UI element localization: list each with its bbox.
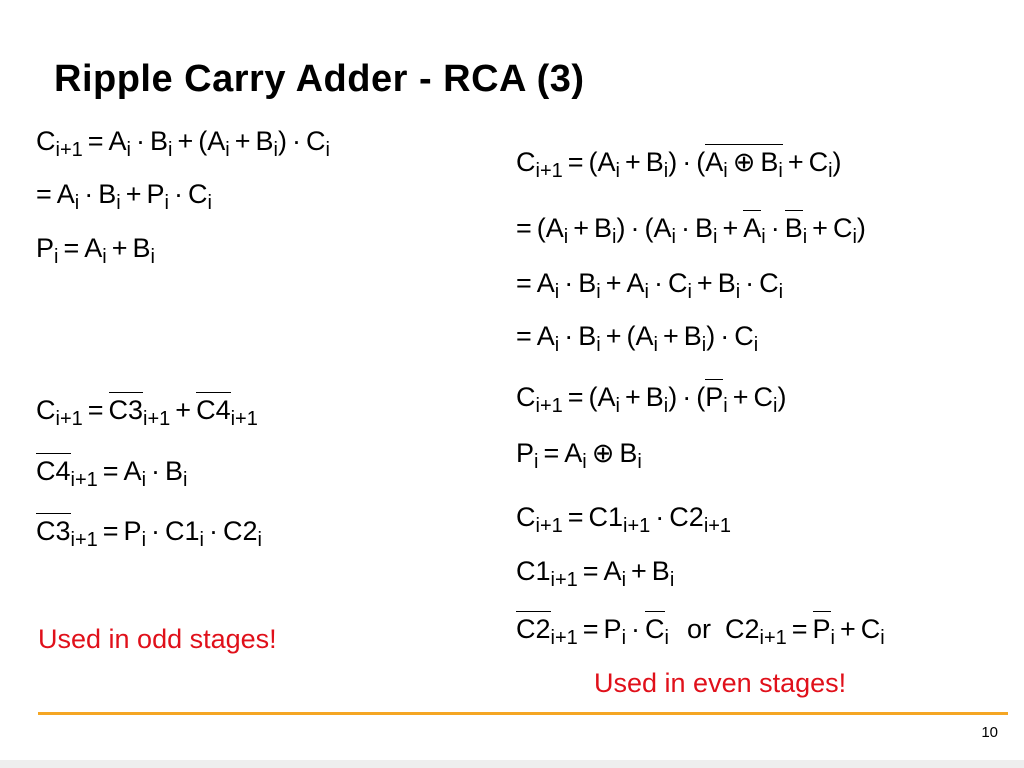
page-number: 10 — [981, 724, 998, 741]
equation-carry-propagate: = $A_i \cdot B_i + P_i \cdot C_i$ — [36, 179, 212, 214]
equation-carry-expanded: = $(A_i + B_i) \cdot (A_i \cdot B_i + A_i \cdot B_i + C_i)$ — [516, 213, 866, 243]
page-title: Ripple Carry Adder - RCA (3) — [54, 58, 585, 100]
footer-band — [0, 760, 1024, 768]
equation-carry-odd: $C_{i+1} = C3_{i+1} + C4_{i+1}$ — [36, 395, 258, 425]
equation-propagate-definition: $P_i = A_i + B_i$ — [36, 233, 155, 268]
equation-carry-even: $C_{i+1} = (A_i + B_i) \cdot (P_i + C_i)$ — [516, 382, 786, 412]
equation-c2-even: $C2_{i+1} = P_i \cdot C_i$ or $C2_{i+1} = P_i + C_i$ — [516, 614, 885, 644]
equation-c4-odd: $C4_{i+1} = A_i \cdot B_i$ — [36, 456, 187, 486]
equation-carry-xor: $C_{i+1} = (A_i + B_i) \cdot (A_i$ ⊕ $B_i + C_i$) — [516, 147, 842, 177]
footer-divider — [38, 712, 1008, 715]
equation-carry-product: $C_{i+1} = C1_{i+1} \cdot C2_{i+1}$ — [516, 502, 732, 537]
equation-carry-majority: = $A_i \cdot B_i + A_i \cdot C_i + B_i \cdot C_i$ — [516, 268, 784, 303]
equation-c3-odd: $C3_{i+1} = P_i \cdot C1_i \cdot C2_i$ — [36, 516, 262, 546]
note-odd-stages: Used in odd stages! — [38, 624, 277, 654]
equation-carry-definition: $C_{i+1} = A_i \cdot B_i + (A_i + B_i) \cdot C_i$ — [36, 126, 330, 161]
equation-propagate-xor: $P_i = A_i$ ⊕ $B_i$ — [516, 438, 642, 473]
equation-carry-factored: = $A_i \cdot B_i + (A_i + B_i) \cdot C_i$ — [516, 321, 759, 356]
equation-c1-even: $C1_{i+1} = A_i + B_i$ — [516, 556, 675, 591]
note-even-stages: Used in even stages! — [594, 668, 847, 698]
